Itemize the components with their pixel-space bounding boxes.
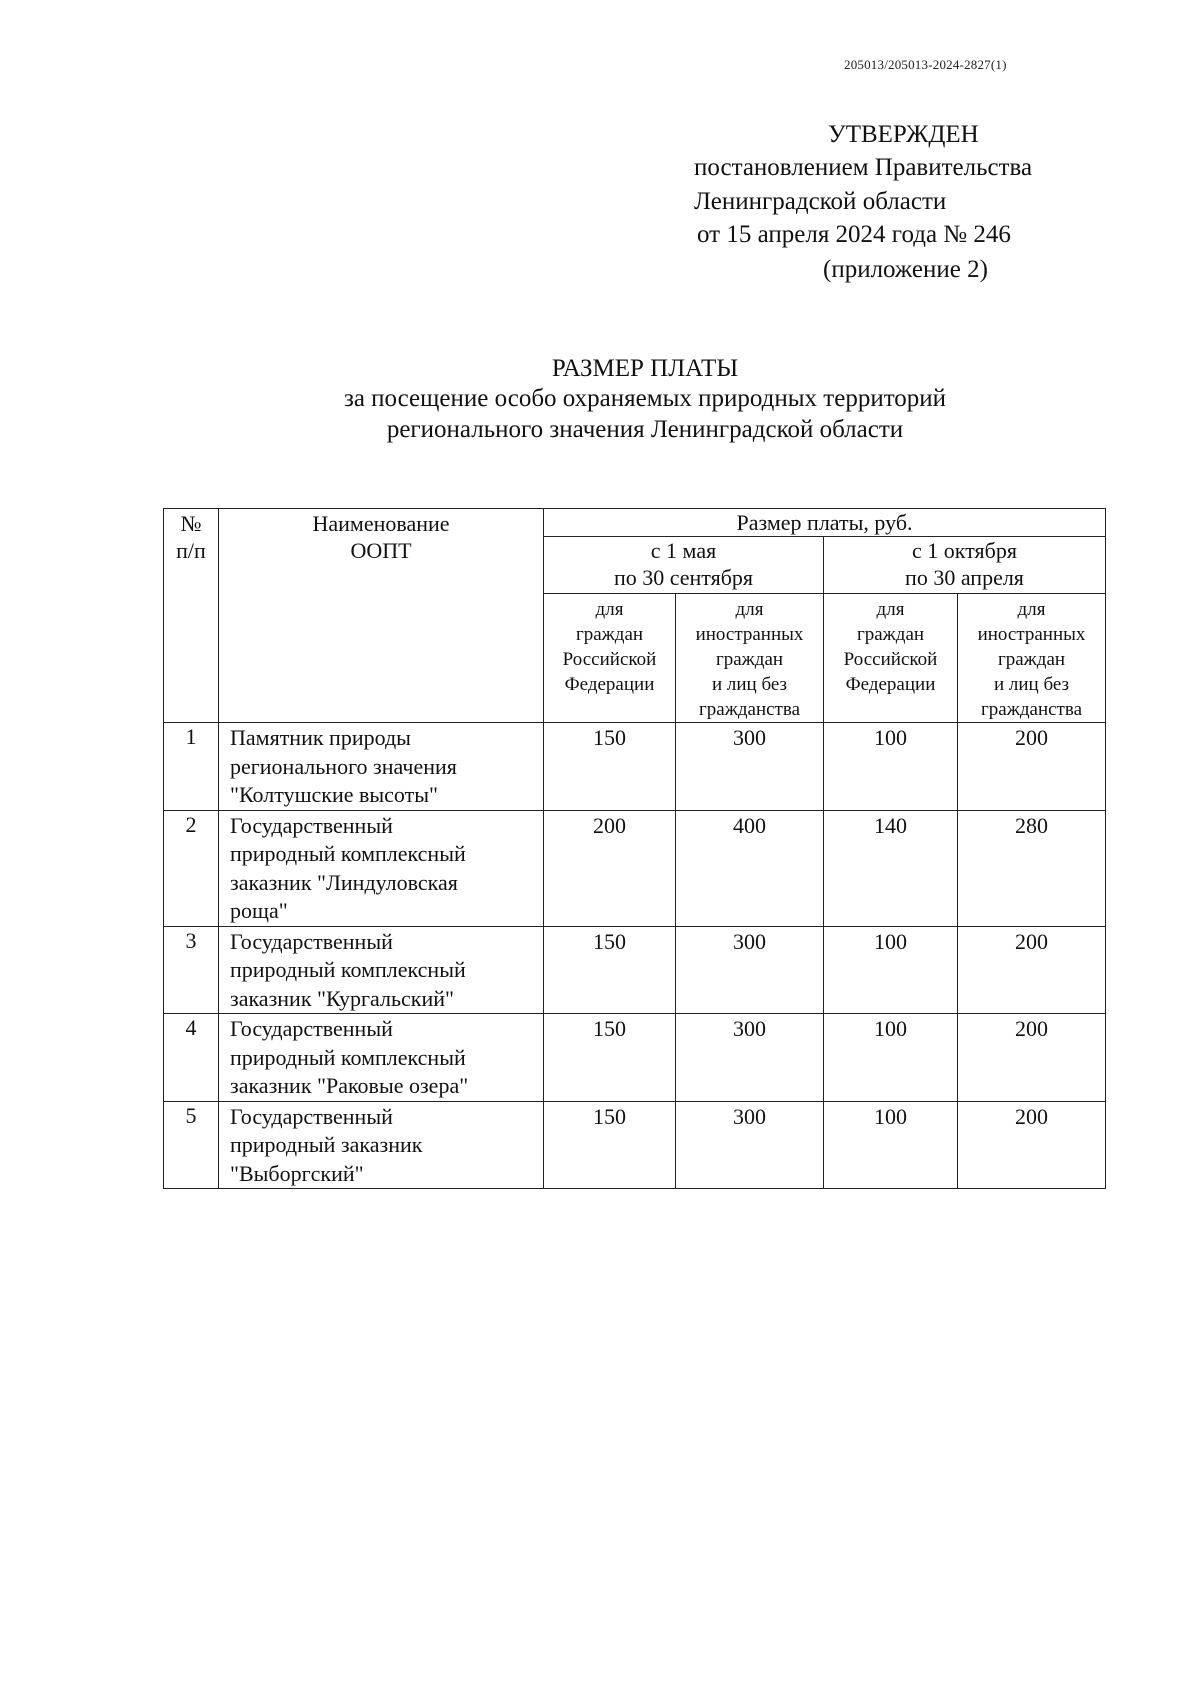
table-row	[164, 1101, 1106, 1189]
row-fee-summer-foreign: 400	[676, 810, 824, 926]
row-fee-winter-citizens: 100	[824, 723, 958, 811]
row-fee-summer-foreign: 300	[676, 723, 824, 811]
approval-line: от 15 апреля 2024 года № 246	[697, 221, 1011, 248]
table-row	[164, 926, 1106, 1014]
row-number: 4	[164, 1014, 219, 1102]
row-fee-summer-citizens: 150	[544, 1101, 676, 1189]
table-row	[164, 1014, 1106, 1102]
title-line: регионального значения Ленинградской области	[386, 416, 904, 443]
header-season-summer: с 1 мая по 30 сентября	[544, 537, 824, 594]
table-row	[164, 723, 1106, 811]
row-name: Государственный природный комплексный заказник "Линдуловская роща"	[219, 810, 544, 926]
row-fee-summer-citizens: 150	[544, 1014, 676, 1102]
row-fee-winter-foreign: 200	[958, 1014, 1106, 1102]
row-fee-winter-citizens: 100	[824, 926, 958, 1014]
row-fee-summer-citizens: 150	[544, 723, 676, 811]
table-row	[164, 810, 1106, 926]
row-number: 2	[164, 810, 219, 926]
row-name: Государственный природный комплексный заказник "Раковые озера"	[219, 1014, 544, 1102]
row-fee-winter-foreign: 200	[958, 723, 1106, 811]
row-fee-winter-foreign: 200	[958, 926, 1106, 1014]
fee-table	[163, 508, 1106, 1189]
row-fee-summer-citizens: 200	[544, 810, 676, 926]
header-season-winter: с 1 октября по 30 апреля	[824, 537, 1106, 594]
header-category-citizens: для граждан Российской Федерации	[824, 594, 958, 723]
row-fee-winter-citizens: 100	[824, 1014, 958, 1102]
header-category-foreign: для иностранных граждан и лиц без гражданства	[676, 594, 824, 723]
row-fee-summer-citizens: 150	[544, 926, 676, 1014]
row-number: 3	[164, 926, 219, 1014]
row-number: 5	[164, 1101, 219, 1189]
header-category-foreign: для иностранных граждан и лиц без гражданства	[958, 594, 1106, 723]
header-name: Наименование ООПТ	[219, 509, 544, 723]
row-fee-summer-foreign: 300	[676, 1101, 824, 1189]
approval-line: (приложение 2)	[823, 256, 988, 283]
row-name: Государственный природный комплексный заказник "Кургальский"	[219, 926, 544, 1014]
row-name: Памятник природы регионального значения "Колтушские высоты"	[219, 723, 544, 811]
row-fee-winter-citizens: 100	[824, 1101, 958, 1189]
document-reference-number: 205013/205013-2024-2827(1)	[844, 57, 1007, 72]
row-fee-winter-foreign: 200	[958, 1101, 1106, 1189]
row-fee-winter-citizens: 140	[824, 810, 958, 926]
row-name: Государственный природный заказник "Выборгский"	[219, 1101, 544, 1189]
header-category-citizens: для граждан Российской Федерации	[544, 594, 676, 723]
row-number: 1	[164, 723, 219, 811]
row-fee-summer-foreign: 300	[676, 1014, 824, 1102]
header-fee: Размер платы, руб.	[544, 509, 1106, 537]
header-number: № п/п	[164, 509, 219, 723]
approval-heading: УТВЕРЖДЕН	[828, 121, 979, 148]
row-fee-summer-foreign: 300	[676, 926, 824, 1014]
approval-line: Ленинградской области	[694, 188, 947, 215]
approval-line: постановлением Правительства	[694, 154, 1033, 181]
title-line: за посещение особо охраняемых природных территорий	[343, 385, 947, 412]
row-fee-winter-foreign: 280	[958, 810, 1106, 926]
title-line: РАЗМЕР ПЛАТЫ	[551, 355, 739, 382]
